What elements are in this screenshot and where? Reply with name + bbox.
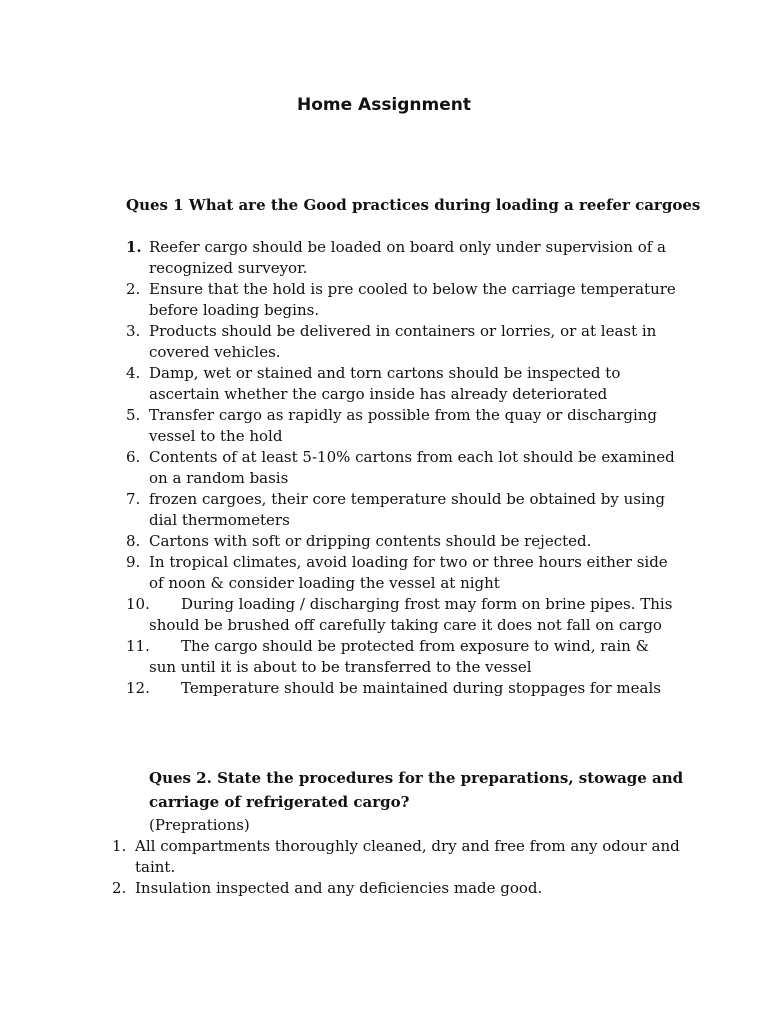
- question-1-list: [126, 237, 679, 699]
- list-item-number: 11.: [126, 637, 150, 655]
- list-item-number: 12.: [126, 679, 150, 697]
- list-item-number: 4.: [126, 364, 141, 382]
- list-item-text: frozen cargoes, their core temperature should be obtained by using dial thermometers: [149, 490, 666, 529]
- question-1-heading: Ques 1 What are the Good practices during loading a reefer cargoes: [126, 196, 701, 214]
- list-item-text: Ensure that the hold is pre cooled to below the carriage temperature before loading begins.: [149, 280, 676, 319]
- list-item-text: Products should be delivered in containers or lorries, or at least in covered vehicles.: [149, 322, 657, 361]
- list-item-number: 2.: [112, 879, 127, 897]
- list-item-text: During loading / discharging frost may form on brine pipes. This should be brushed off carefully taking care it does not fall on cargo: [149, 595, 673, 634]
- question-2-list: [112, 836, 695, 899]
- list-item: [126, 678, 679, 699]
- list-item-number: 10.: [126, 595, 150, 613]
- list-item: [126, 636, 679, 678]
- list-item: [112, 836, 695, 878]
- list-item-number: 3.: [126, 322, 141, 340]
- list-item: [126, 531, 679, 552]
- question-2-subheading: (Preprations): [149, 816, 250, 834]
- list-item-text: In tropical climates, avoid loading for two or three hours either side of noon & consider loading the vessel at night: [149, 553, 668, 592]
- page-title: Home Assignment: [296, 95, 472, 115]
- list-item-number: 6.: [126, 448, 141, 466]
- list-item-text: Temperature should be maintained during stoppages for meals: [181, 679, 661, 697]
- list-item: [126, 363, 679, 405]
- list-item: [126, 489, 679, 531]
- list-item-number: 5.: [126, 406, 141, 424]
- list-item-text: Damp, wet or stained and torn cartons should be inspected to ascertain whether the cargo inside has already deteriorated: [149, 364, 621, 403]
- list-item-number: 7.: [126, 490, 141, 508]
- list-item: [126, 321, 679, 363]
- list-item-text: Contents of at least 5-10% cartons from each lot should be examined on a random basis: [149, 448, 675, 487]
- list-item: [126, 552, 679, 594]
- list-item: [126, 279, 679, 321]
- list-item-text: Transfer cargo as rapidly as possible from the quay or discharging vessel to the hold: [149, 406, 658, 445]
- list-item-number: 2.: [126, 280, 141, 298]
- list-item-text: Reefer cargo should be loaded on board only under supervision of a recognized surveyor.: [149, 238, 666, 277]
- list-item-number: 1.: [126, 238, 142, 256]
- list-item-number: 9.: [126, 553, 141, 571]
- list-item-text: The cargo should be protected from exposure to wind, rain & sun until it is about to be transferred to the vessel: [149, 637, 649, 676]
- list-item-text: Insulation inspected and any deficiencies made good.: [135, 879, 543, 897]
- list-item: [126, 405, 679, 447]
- list-item-number: 1.: [112, 837, 127, 855]
- question-2-heading: Ques 2. State the procedures for the preparations, stowage and carriage of refrigerated cargo?: [149, 769, 684, 811]
- list-item: [126, 594, 679, 636]
- list-item-text: Cartons with soft or dripping contents should be rejected.: [149, 532, 592, 550]
- list-item-text: All compartments thoroughly cleaned, dry and free from any odour and taint.: [135, 837, 680, 876]
- list-item: [126, 447, 679, 489]
- list-item: [126, 237, 679, 279]
- list-item: [112, 878, 695, 899]
- list-item-number: 8.: [126, 532, 141, 550]
